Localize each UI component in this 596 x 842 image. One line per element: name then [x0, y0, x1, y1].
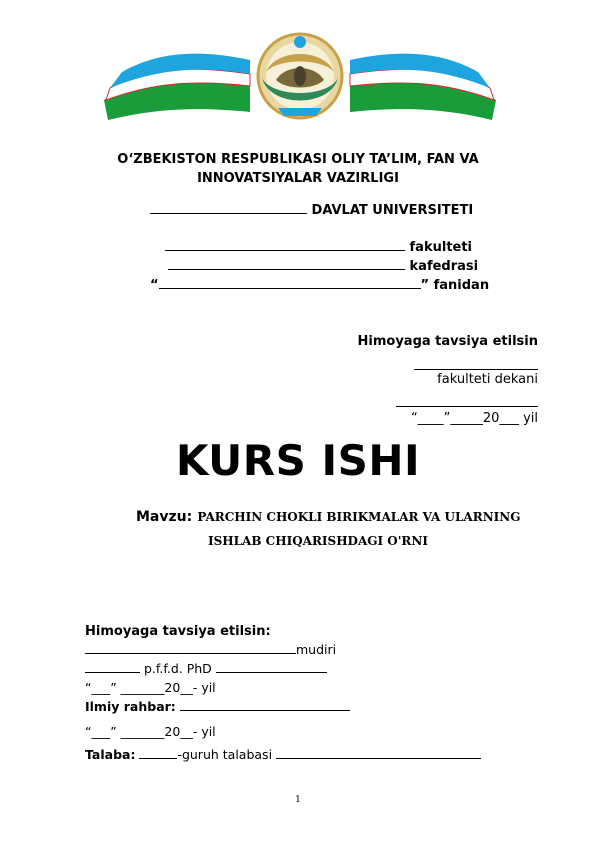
student-line: [85, 747, 481, 762]
degree-line: [85, 661, 327, 676]
student-label: Talaba:: [85, 747, 136, 762]
subject-blank: [159, 277, 421, 289]
approval-bottom-date-2: “___” _______20__- yil: [85, 724, 216, 739]
degree-label: p.f.f.d. PhD: [143, 661, 212, 676]
faculty-line: [165, 239, 472, 255]
approval-bottom-title: Himoyaga tavsiya etilsin:: [85, 624, 271, 639]
page-number: 1: [295, 795, 301, 805]
subject-label: ” fanidan: [420, 278, 490, 293]
topic-label: Mavzu:: [136, 509, 193, 525]
dean-name-blank: [396, 392, 538, 411]
group-blank: [139, 747, 177, 759]
advisor-line: [85, 699, 350, 714]
approval-bottom-date-1: “___” _______20__- yil: [85, 680, 216, 695]
degree-blank-left: [85, 661, 140, 673]
student-name-blank: [276, 747, 481, 759]
head-line: [85, 642, 336, 657]
head-suffix: mudiri: [296, 642, 337, 657]
topic-text-2: ISHLAB CHIQARISHDAGI O'RNI: [208, 534, 428, 548]
subject-open-quote: “: [150, 278, 159, 293]
degree-blank-right: [216, 661, 327, 673]
topic-line-1: [136, 506, 521, 525]
head-blank: [85, 642, 296, 654]
university-blank: [150, 202, 307, 214]
subject-line: [150, 277, 489, 293]
department-line: [168, 258, 478, 274]
department-blank: [168, 258, 405, 270]
university-label: DAVLAT UNIVERSITETI: [311, 203, 474, 218]
document-title: KURS ISHI: [175, 436, 421, 485]
department-label: kafedrasi: [409, 259, 479, 274]
university-line: [150, 202, 473, 218]
student-mid: -guruh talabasi: [177, 747, 273, 762]
approval-top-date: “____”_____20___ yil: [410, 411, 538, 426]
faculty-blank: [165, 239, 405, 251]
state-emblem-banner: [100, 28, 500, 120]
topic-text-1: PARCHIN CHOKLI BIRIKMALAR VA ULARNING: [197, 510, 521, 524]
advisor-blank: [180, 699, 350, 711]
advisor-label: Ilmiy rahbar:: [85, 699, 176, 714]
ministry-line-2: INNOVATSIYALAR VAZIRLIGI: [197, 171, 399, 186]
approval-top-title: Himoyaga tavsiya etilsin: [357, 334, 538, 349]
dean-label: fakulteti dekani: [437, 372, 538, 387]
faculty-label: fakulteti: [409, 240, 473, 255]
ministry-line-1: O‘ZBEKISTON RESPUBLIKASI OLIY TA’LIM, FAN VA: [117, 152, 479, 167]
flag-emblem-icon: [100, 28, 500, 120]
